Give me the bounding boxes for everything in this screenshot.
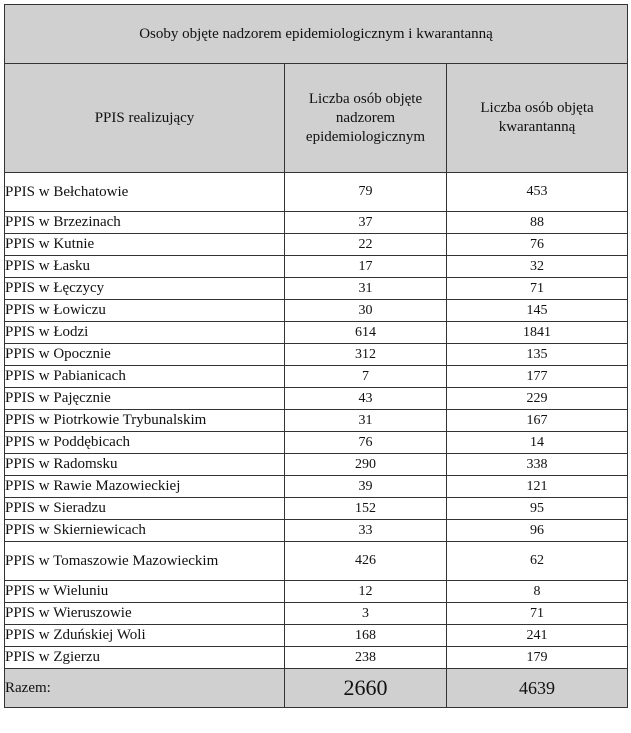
table-row bbox=[5, 173, 628, 212]
header-kwarantanna-label: Liczba osób objęta kwarantanną bbox=[480, 100, 594, 135]
header-nadzor-label: Liczba osób objęte nadzorem epidemiologicznym bbox=[305, 90, 426, 145]
table-row bbox=[5, 520, 628, 542]
header-ppis-label: PPIS realizujący bbox=[94, 109, 195, 126]
nadzor-cell: 31 bbox=[285, 278, 447, 300]
nadzor-cell: 7 bbox=[285, 366, 447, 388]
kwarantanna-cell: 95 bbox=[447, 498, 628, 520]
nadzor-cell: 43 bbox=[285, 388, 447, 410]
ppis-name-cell: PPIS w Brzezinach bbox=[5, 212, 285, 234]
nadzor-cell: 33 bbox=[285, 520, 447, 542]
table-row bbox=[5, 542, 628, 581]
kwarantanna-cell: 71 bbox=[447, 603, 628, 625]
table-row bbox=[5, 278, 628, 300]
header-nadzor bbox=[285, 64, 447, 173]
table-row bbox=[5, 454, 628, 476]
nadzor-cell: 3 bbox=[285, 603, 447, 625]
kwarantanna-cell: 135 bbox=[447, 344, 628, 366]
table-row bbox=[5, 581, 628, 603]
table-title: Osoby objęte nadzorem epidemiologicznym i kwarantanną bbox=[5, 5, 628, 64]
table-row bbox=[5, 212, 628, 234]
table-row bbox=[5, 603, 628, 625]
table-row bbox=[5, 300, 628, 322]
ppis-name-cell: PPIS w Łęczycy bbox=[5, 278, 285, 300]
ppis-name-cell: PPIS w Poddębicach bbox=[5, 432, 285, 454]
kwarantanna-cell: 71 bbox=[447, 278, 628, 300]
header-row bbox=[5, 64, 628, 173]
table-body bbox=[5, 173, 628, 669]
table-row bbox=[5, 647, 628, 669]
nadzor-cell: 31 bbox=[285, 410, 447, 432]
table-row bbox=[5, 256, 628, 278]
ppis-name-cell: PPIS w Pajęcznie bbox=[5, 388, 285, 410]
ppis-name-cell: PPIS w Zduńskiej Woli bbox=[5, 625, 285, 647]
nadzor-cell: 168 bbox=[285, 625, 447, 647]
table-row bbox=[5, 234, 628, 256]
kwarantanna-cell: 338 bbox=[447, 454, 628, 476]
nadzor-cell: 614 bbox=[285, 322, 447, 344]
kwarantanna-cell: 241 bbox=[447, 625, 628, 647]
nadzor-cell: 17 bbox=[285, 256, 447, 278]
ppis-name-cell: PPIS w Kutnie bbox=[5, 234, 285, 256]
ppis-name-cell: PPIS w Rawie Mazowieckiej bbox=[5, 476, 285, 498]
kwarantanna-cell: 8 bbox=[447, 581, 628, 603]
kwarantanna-cell: 179 bbox=[447, 647, 628, 669]
nadzor-cell: 22 bbox=[285, 234, 447, 256]
table-row bbox=[5, 344, 628, 366]
table-row bbox=[5, 625, 628, 647]
kwarantanna-cell: 177 bbox=[447, 366, 628, 388]
ppis-name-cell: PPIS w Wieruszowie bbox=[5, 603, 285, 625]
table-row bbox=[5, 498, 628, 520]
kwarantanna-cell: 62 bbox=[447, 542, 628, 581]
ppis-name-cell: PPIS w Pabianicach bbox=[5, 366, 285, 388]
nadzor-cell: 79 bbox=[285, 173, 447, 212]
total-kwarantanna: 4639 bbox=[447, 669, 628, 708]
ppis-name-cell: PPIS w Łasku bbox=[5, 256, 285, 278]
nadzor-cell: 290 bbox=[285, 454, 447, 476]
ppis-name-cell: PPIS w Opocznie bbox=[5, 344, 285, 366]
table-row bbox=[5, 388, 628, 410]
nadzor-cell: 238 bbox=[285, 647, 447, 669]
header-ppis bbox=[5, 64, 285, 173]
ppis-name-cell: PPIS w Bełchatowie bbox=[5, 173, 285, 212]
kwarantanna-cell: 121 bbox=[447, 476, 628, 498]
kwarantanna-cell: 145 bbox=[447, 300, 628, 322]
nadzor-cell: 426 bbox=[285, 542, 447, 581]
ppis-name-cell: PPIS w Zgierzu bbox=[5, 647, 285, 669]
table-row bbox=[5, 432, 628, 454]
total-nadzor: 2660 bbox=[285, 669, 447, 708]
nadzor-cell: 152 bbox=[285, 498, 447, 520]
ppis-name-cell: PPIS w Łowiczu bbox=[5, 300, 285, 322]
kwarantanna-cell: 32 bbox=[447, 256, 628, 278]
kwarantanna-cell: 229 bbox=[447, 388, 628, 410]
table-row bbox=[5, 410, 628, 432]
ppis-name-cell: PPIS w Sieradzu bbox=[5, 498, 285, 520]
total-label: Razem: bbox=[5, 669, 285, 708]
kwarantanna-cell: 96 bbox=[447, 520, 628, 542]
nadzor-cell: 76 bbox=[285, 432, 447, 454]
kwarantanna-cell: 1841 bbox=[447, 322, 628, 344]
kwarantanna-cell: 76 bbox=[447, 234, 628, 256]
kwarantanna-cell: 14 bbox=[447, 432, 628, 454]
kwarantanna-cell: 453 bbox=[447, 173, 628, 212]
nadzor-cell: 30 bbox=[285, 300, 447, 322]
ppis-name-cell: PPIS w Radomsku bbox=[5, 454, 285, 476]
nadzor-cell: 37 bbox=[285, 212, 447, 234]
nadzor-cell: 312 bbox=[285, 344, 447, 366]
header-kwarantanna bbox=[447, 64, 628, 173]
table-row bbox=[5, 476, 628, 498]
table-row bbox=[5, 322, 628, 344]
ppis-table bbox=[4, 4, 628, 708]
ppis-name-cell: PPIS w Wieluniu bbox=[5, 581, 285, 603]
nadzor-cell: 12 bbox=[285, 581, 447, 603]
ppis-name-cell: PPIS w Łodzi bbox=[5, 322, 285, 344]
kwarantanna-cell: 167 bbox=[447, 410, 628, 432]
nadzor-cell: 39 bbox=[285, 476, 447, 498]
title-row bbox=[5, 5, 628, 64]
total-row bbox=[5, 669, 628, 708]
table-row bbox=[5, 366, 628, 388]
ppis-name-cell: PPIS w Skierniewicach bbox=[5, 520, 285, 542]
ppis-name-cell: PPIS w Piotrkowie Trybunalskim bbox=[5, 410, 285, 432]
ppis-name-cell: PPIS w Tomaszowie Mazowieckim bbox=[5, 542, 285, 581]
kwarantanna-cell: 88 bbox=[447, 212, 628, 234]
